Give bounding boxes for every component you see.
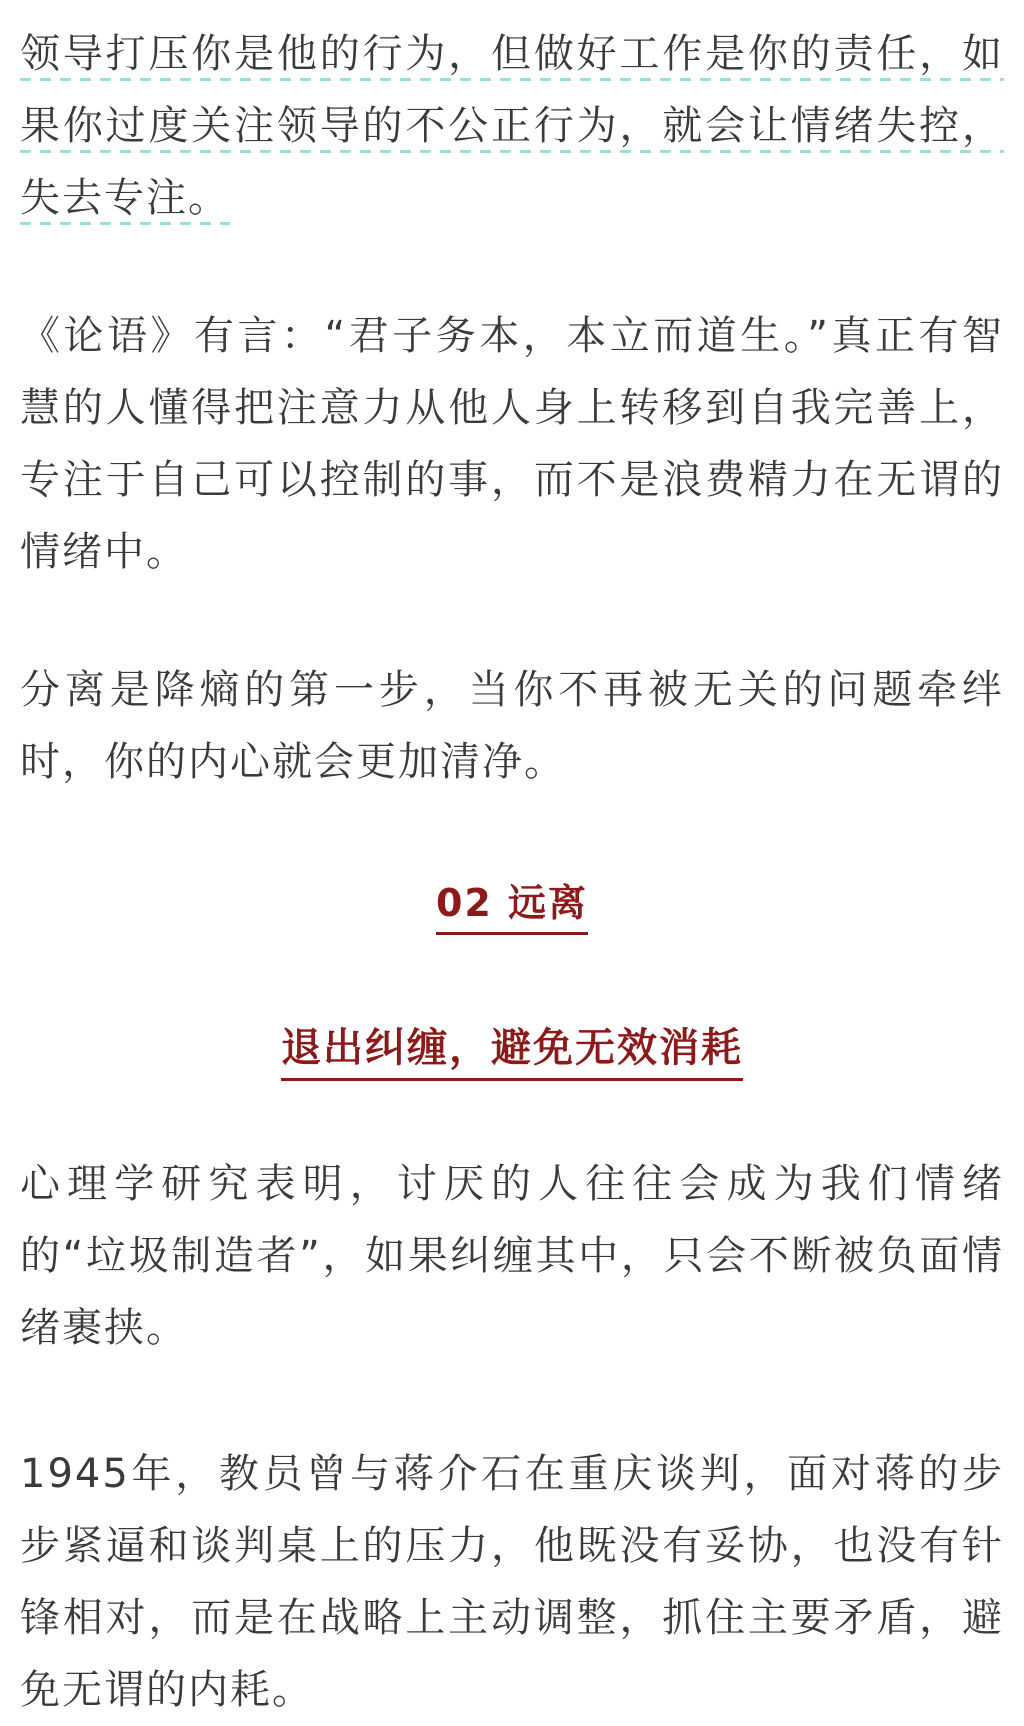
paragraph-3: 分离是降熵的第一步，当你不再被无关的问题牵绊时，你的内心就会更加清净。 [20, 667, 1004, 785]
section-number-heading: 02 远离 [436, 878, 588, 935]
paragraph-5: 1945年，教员曾与蒋介石在重庆谈判，面对蒋的步步紧逼和谈判桌上的压力，他既没有妥协，也没有针锋相对，而是在战略上主动调整，抓住主要矛盾，避免无谓的内耗。 [20, 1451, 1004, 1713]
highlighted-text: 领导打压你是他的行为，但做好工作是你的责任，如果你过度关注领导的不公正行为，就会让情绪失控，失去专注。 [20, 31, 1004, 225]
paragraph-4: 心理学研究表明，讨厌的人往往会成为我们情绪的“垃圾制造者”，如果纠缠其中，只会不断被负面情绪裹挟。 [20, 1161, 1004, 1351]
section-number-heading-wrap [20, 878, 1004, 935]
section-subtitle-heading-wrap [20, 1022, 1004, 1081]
paragraph-1 [20, 18, 1004, 234]
paragraph-2: 《论语》有言：“君子务本，本立而道生。”真正有智慧的人懂得把注意力从他人身上转移到自我完善上，专注于自己可以控制的事，而不是浪费精力在无谓的情绪中。 [20, 313, 1004, 575]
section-subtitle-heading: 退出纠缠，避免无效消耗 [281, 1022, 743, 1081]
